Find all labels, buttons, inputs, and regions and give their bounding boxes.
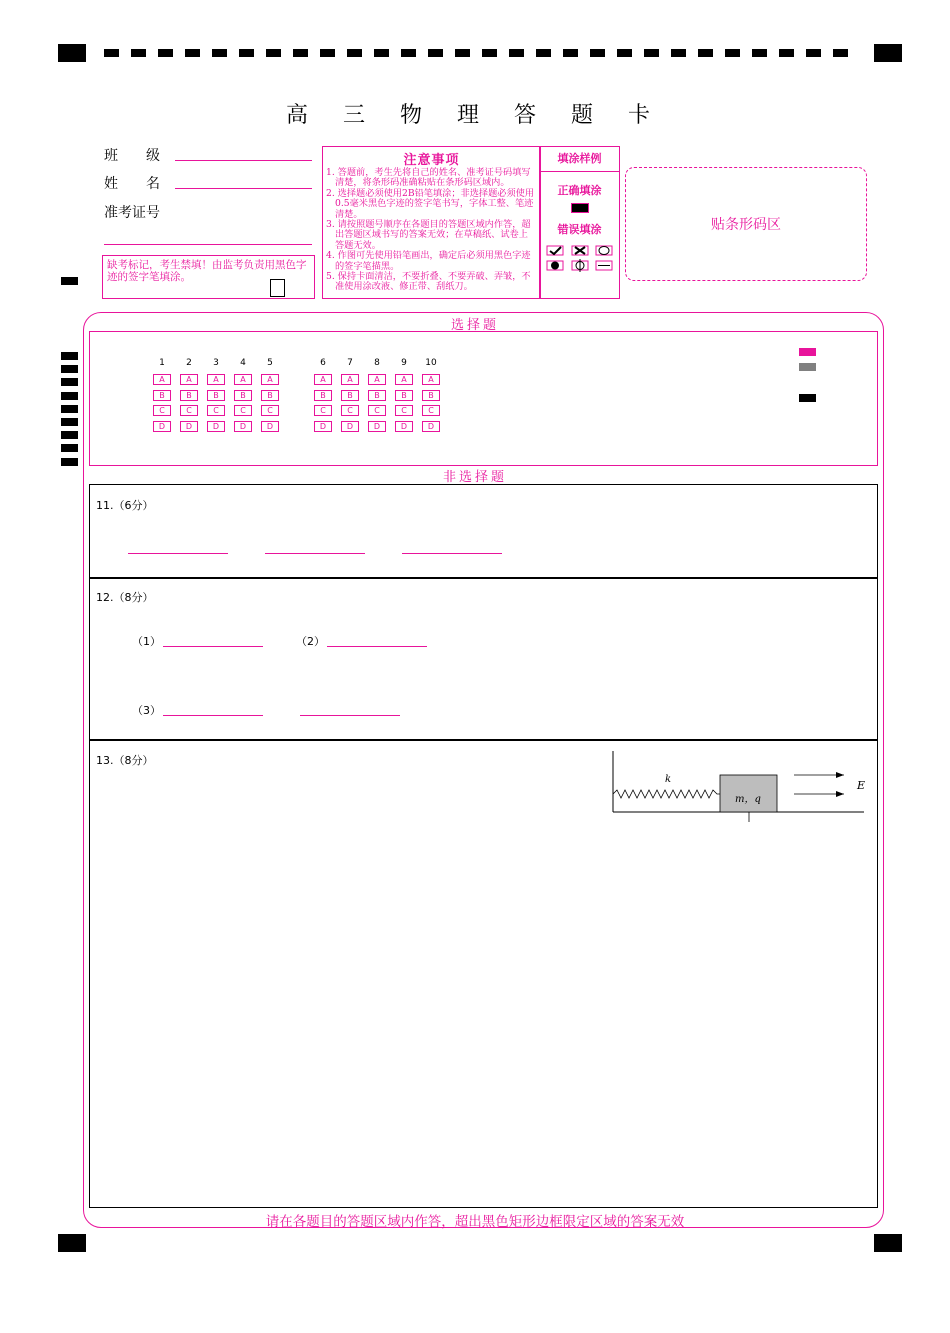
option-bubble-b[interactable]: B bbox=[153, 390, 171, 401]
answer-line[interactable] bbox=[128, 553, 228, 554]
timing-mark bbox=[185, 49, 200, 57]
option-bubble-a[interactable]: A bbox=[314, 374, 332, 385]
wrong-fill-label: 错误填涂 bbox=[557, 223, 602, 236]
legend-mark bbox=[799, 363, 816, 371]
side-mark bbox=[61, 418, 78, 426]
notice-item: 2. 选择题必须使用2B铅笔填涂；非选择题必须使用0.5毫米黑色字迹的签字笔书写，字体工整、笔迹清楚。 bbox=[326, 187, 535, 220]
question-12-title: 12.（8分） bbox=[96, 591, 154, 604]
option-bubble-c[interactable]: C bbox=[207, 405, 225, 416]
exam-id-label: 准考证号 bbox=[104, 205, 160, 221]
option-bubble-b[interactable]: B bbox=[422, 390, 440, 401]
question-number: 4 bbox=[240, 358, 246, 368]
correct-fill-label: 正确填涂 bbox=[557, 184, 602, 197]
question-11-box bbox=[89, 484, 878, 579]
option-bubble-c[interactable]: C bbox=[422, 405, 440, 416]
option-bubble-a[interactable]: A bbox=[207, 374, 225, 385]
footer-note: 请在各题目的答题区域内作答，超出黑色矩形边框限定区域的答案无效 bbox=[265, 1214, 685, 1230]
correct-fill-example bbox=[571, 203, 589, 213]
option-bubble-b[interactable]: B bbox=[180, 390, 198, 401]
question-number: 5 bbox=[267, 358, 273, 368]
option-bubble-c[interactable]: C bbox=[234, 405, 252, 416]
answer-line[interactable] bbox=[327, 646, 427, 647]
option-bubble-a[interactable]: A bbox=[395, 374, 413, 385]
class-field[interactable] bbox=[175, 160, 312, 161]
notice-item: 5. 保持卡面清洁，不要折叠、不要弄破、弄皱，不准使用涂改液、修正带、刮纸刀。 bbox=[326, 271, 531, 293]
timing-mark bbox=[347, 49, 362, 57]
timing-mark bbox=[779, 49, 794, 57]
option-bubble-a[interactable]: A bbox=[422, 374, 440, 385]
timing-mark bbox=[482, 49, 497, 57]
question-13-title: 13.（8分） bbox=[96, 754, 154, 767]
spring-label: k bbox=[665, 774, 672, 785]
timing-mark bbox=[158, 49, 173, 57]
notice-panel bbox=[322, 146, 541, 299]
side-mark bbox=[61, 365, 78, 373]
question-number: 3 bbox=[213, 358, 219, 368]
sub-question-2: （2） bbox=[296, 635, 325, 648]
notice-item: 1. 答题前，考生先将自己的姓名、准考证号码填写清楚，将条形码准确粘贴在条形码区域内。 bbox=[326, 167, 531, 189]
side-mark bbox=[61, 458, 78, 466]
question-12-box bbox=[89, 577, 878, 741]
timing-mark bbox=[455, 49, 470, 57]
corner-mark-top-right bbox=[874, 44, 902, 62]
option-bubble-d[interactable]: D bbox=[395, 421, 413, 432]
question-11-title: 11.（6分） bbox=[96, 499, 154, 512]
choice-section-title: 选择题 bbox=[450, 318, 499, 333]
barcode-area bbox=[625, 167, 867, 281]
option-bubble-a[interactable]: A bbox=[341, 374, 359, 385]
side-mark bbox=[61, 444, 78, 452]
timing-mark bbox=[320, 49, 335, 57]
timing-mark bbox=[725, 49, 740, 57]
timing-mark bbox=[293, 49, 308, 57]
timing-mark bbox=[212, 49, 227, 57]
timing-mark bbox=[698, 49, 713, 57]
option-bubble-a[interactable]: A bbox=[368, 374, 386, 385]
timing-mark bbox=[401, 49, 416, 57]
answer-line[interactable] bbox=[163, 715, 263, 716]
spring bbox=[613, 790, 720, 798]
timing-mark bbox=[104, 49, 119, 57]
option-bubble-d[interactable]: D bbox=[341, 421, 359, 432]
corner-mark-top-left bbox=[58, 44, 86, 62]
side-mark bbox=[61, 405, 78, 413]
legend-mark bbox=[799, 394, 816, 402]
page-title: 高 三 物 理 答 题 卡 bbox=[286, 103, 664, 128]
barcode-label: 贴条形码区 bbox=[711, 217, 781, 233]
option-bubble-b[interactable]: B bbox=[368, 390, 386, 401]
option-bubble-d[interactable]: D bbox=[368, 421, 386, 432]
question-number: 9 bbox=[401, 358, 407, 368]
timing-mark bbox=[563, 49, 578, 57]
absence-mark-box bbox=[102, 255, 315, 299]
legend-mark bbox=[799, 348, 816, 356]
timing-mark bbox=[644, 49, 659, 57]
spring-block-diagram bbox=[610, 746, 870, 826]
sub-question-1: （1） bbox=[132, 635, 161, 648]
option-bubble-c[interactable]: C bbox=[395, 405, 413, 416]
answer-line[interactable] bbox=[265, 553, 365, 554]
timing-mark bbox=[671, 49, 686, 57]
name-field[interactable] bbox=[175, 188, 312, 189]
class-label: 班 级 bbox=[104, 148, 160, 164]
timing-mark bbox=[590, 49, 605, 57]
side-mark bbox=[61, 378, 78, 386]
wrong-fill-examples bbox=[546, 245, 616, 275]
question-number: 1 bbox=[159, 358, 165, 368]
option-bubble-a[interactable]: A bbox=[180, 374, 198, 385]
option-bubble-c[interactable]: C bbox=[368, 405, 386, 416]
option-bubble-b[interactable]: B bbox=[207, 390, 225, 401]
side-mark bbox=[61, 352, 78, 360]
option-bubble-b[interactable]: B bbox=[261, 390, 279, 401]
option-bubble-d[interactable]: D bbox=[261, 421, 279, 432]
notice-item: 3. 请按照题号顺序在各题目的答题区域内作答，超出答题区域书写的答案无效；在草稿纸、试卷上答题无效。 bbox=[326, 219, 531, 251]
timing-mark bbox=[428, 49, 443, 57]
side-mark bbox=[61, 277, 78, 285]
option-bubble-d[interactable]: D bbox=[234, 421, 252, 432]
timing-mark bbox=[752, 49, 767, 57]
timing-mark bbox=[617, 49, 632, 57]
option-bubble-b[interactable]: B bbox=[314, 390, 332, 401]
notice-list bbox=[323, 168, 540, 293]
option-bubble-c[interactable]: C bbox=[261, 405, 279, 416]
option-bubble-d[interactable]: D bbox=[314, 421, 332, 432]
timing-mark bbox=[131, 49, 146, 57]
notice-title: 注意事项 bbox=[403, 153, 460, 168]
option-bubble-d[interactable]: D bbox=[153, 421, 171, 432]
corner-mark-bottom-right bbox=[874, 1234, 902, 1252]
option-bubble-c[interactable]: C bbox=[341, 405, 359, 416]
timing-mark bbox=[536, 49, 551, 57]
option-bubble-d[interactable]: D bbox=[207, 421, 225, 432]
corner-mark-bottom-left bbox=[58, 1234, 86, 1252]
question-number: 2 bbox=[186, 358, 192, 368]
timing-mark bbox=[266, 49, 281, 57]
option-bubble-b[interactable]: B bbox=[395, 390, 413, 401]
absence-checkbox[interactable] bbox=[270, 279, 285, 297]
question-number: 7 bbox=[347, 358, 353, 368]
timing-mark bbox=[806, 49, 821, 57]
sub-question-3: （3） bbox=[132, 704, 161, 717]
name-label: 姓 名 bbox=[104, 176, 160, 192]
option-bubble-b[interactable]: B bbox=[234, 390, 252, 401]
answer-line[interactable] bbox=[402, 553, 502, 554]
question-number: 6 bbox=[320, 358, 326, 368]
option-bubble-b[interactable]: B bbox=[341, 390, 359, 401]
fill-sample-panel bbox=[539, 146, 620, 299]
timing-mark bbox=[374, 49, 389, 57]
timing-mark bbox=[239, 49, 254, 57]
fill-sample-title: 填涂样例 bbox=[540, 147, 619, 172]
answer-line[interactable] bbox=[163, 646, 263, 647]
answer-line[interactable] bbox=[300, 715, 400, 716]
option-bubble-d[interactable]: D bbox=[422, 421, 440, 432]
field-label: E bbox=[857, 779, 866, 792]
side-mark bbox=[61, 431, 78, 439]
option-bubble-a[interactable]: A bbox=[153, 374, 171, 385]
block-label: m，q bbox=[735, 794, 761, 805]
question-number: 10 bbox=[425, 358, 437, 368]
timing-mark bbox=[833, 49, 848, 57]
timing-mark bbox=[509, 49, 524, 57]
option-bubble-a[interactable]: A bbox=[234, 374, 252, 385]
side-mark bbox=[61, 392, 78, 400]
nonchoice-section-title: 非选择题 bbox=[442, 470, 507, 485]
notice-item: 4. 作图可先使用铅笔画出，确定后必须用黑色字迹的签字笔描黑。 bbox=[326, 250, 531, 272]
option-bubble-a[interactable]: A bbox=[261, 374, 279, 385]
exam-id-field[interactable] bbox=[104, 244, 312, 245]
question-number: 8 bbox=[374, 358, 380, 368]
absence-note: 缺考标记，考生禁填！由监考负责用黑色字迹的签字笔填涂。 bbox=[107, 259, 307, 283]
option-bubble-c[interactable]: C bbox=[153, 405, 171, 416]
option-bubble-c[interactable]: C bbox=[314, 405, 332, 416]
option-bubble-d[interactable]: D bbox=[180, 421, 198, 432]
option-bubble-c[interactable]: C bbox=[180, 405, 198, 416]
